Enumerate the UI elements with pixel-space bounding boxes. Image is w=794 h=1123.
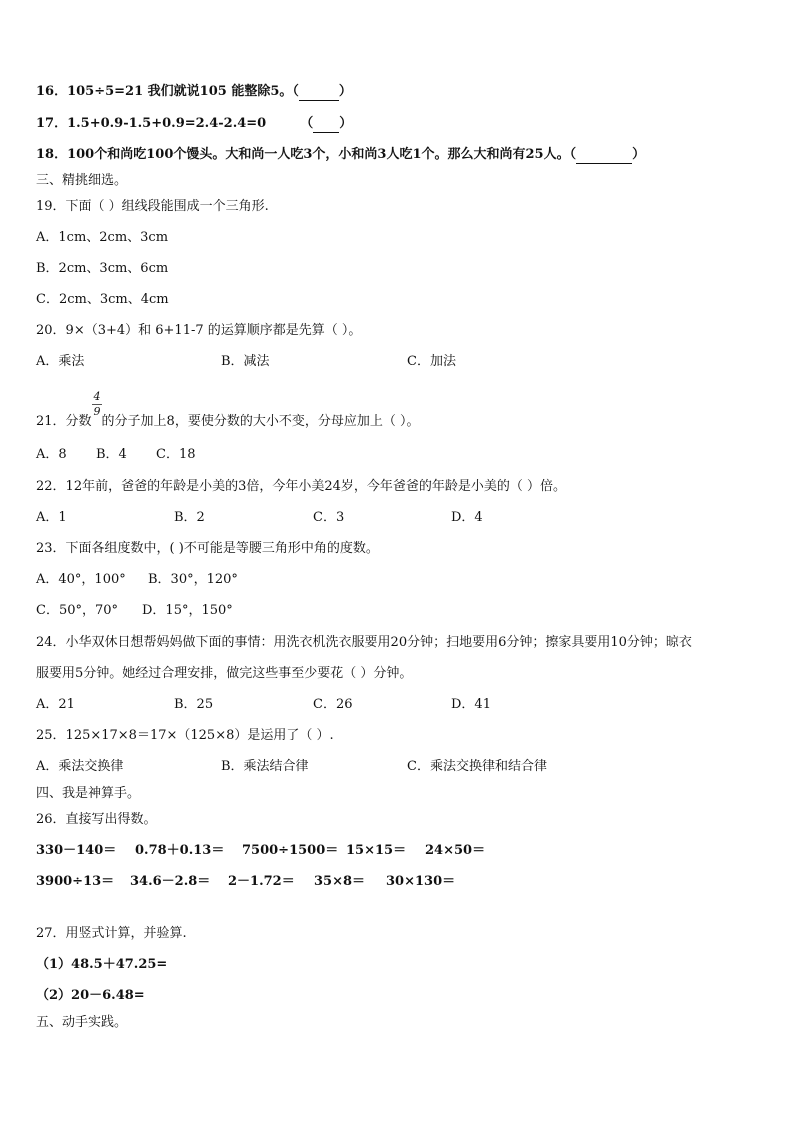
- calc-item: （2）20－6.48=: [36, 988, 145, 1003]
- option-b[interactable]: B．2: [174, 510, 205, 525]
- option-c[interactable]: C．3: [313, 510, 345, 525]
- option-c[interactable]: C．26: [313, 697, 353, 712]
- fraction-denominator: 9: [93, 405, 101, 418]
- question-20-stem: 20．9×（3+4）和 6+11-7 的运算顺序都是先算（ ）。: [36, 323, 362, 338]
- section-heading-4: 四、我是神算手。: [36, 786, 141, 801]
- question-27-stem: 27．用竖式计算，并验算.: [36, 926, 187, 941]
- option-b[interactable]: B．乘法结合律: [221, 759, 309, 774]
- calc-item: 15×15＝: [346, 843, 407, 858]
- calc-item: 24×50＝: [425, 843, 486, 858]
- question-17: 17．1.5+0.9-1.5+0.9=2.4-2.4=0 （ ）: [36, 116, 353, 131]
- answer-blank[interactable]: [313, 116, 339, 133]
- calc-item: 330－140＝: [36, 843, 117, 858]
- section-heading-3: 三、精挑细选。: [36, 173, 128, 188]
- question-24-stem-line2: 服要用5分钟。她经过合理安排，做完这些事至少要花（ ）分钟。: [36, 666, 413, 681]
- option-b[interactable]: B．25: [174, 697, 214, 712]
- question-16: 16．105÷5=21 我们就说105 能整除5。（ ）: [36, 84, 352, 99]
- option-c[interactable]: C．2cm、3cm、4cm: [36, 292, 169, 307]
- question-25-stem: 25．125×17×8＝17×（125×8）是运用了（ ）.: [36, 728, 334, 743]
- option-c[interactable]: C．18: [156, 447, 196, 462]
- option-b[interactable]: B．减法: [221, 354, 270, 369]
- calc-item: 0.78＋0.13＝: [135, 843, 225, 858]
- option-b[interactable]: B．30°，120°: [148, 572, 238, 587]
- question-number: 17．: [36, 116, 68, 131]
- option-c[interactable]: C．乘法交换律和结合律: [407, 759, 547, 774]
- option-a[interactable]: A．1: [36, 510, 67, 525]
- option-d[interactable]: D．41: [451, 697, 491, 712]
- question-text: 100个和尚吃100个馒头。大和尚一人吃3个，小和尚3人吃1个。那么大和尚有25人。（: [67, 147, 577, 162]
- answer-blank[interactable]: [576, 147, 632, 164]
- question-23-stem: 23．下面各组度数中，( )不可能是等腰三角形中角的度数。: [36, 541, 379, 556]
- question-21-stem: 21．分数 的分子加上8，要使分数的大小不变，分母应加上（ ）。: [36, 414, 420, 429]
- question-18: 18．100个和尚吃100个馒头。大和尚一人吃3个，小和尚3人吃1个。那么大和尚有25人。（ ）: [36, 147, 646, 162]
- calc-item: （1）48.5＋47.25=: [36, 957, 168, 972]
- calc-item: 7500÷1500＝: [242, 843, 339, 858]
- question-22-stem: 22．12年前，爸爸的年龄是小美的3倍，今年小美24岁，今年爸爸的年龄是小美的（ ）倍。: [36, 479, 567, 494]
- calc-item: 30×130＝: [386, 874, 456, 889]
- calc-item: 34.6－2.8＝: [130, 874, 211, 889]
- question-number: 18．: [36, 147, 68, 162]
- question-19-stem: 19．下面（ ）组线段能围成一个三角形.: [36, 199, 269, 214]
- option-a[interactable]: A．8: [36, 447, 67, 462]
- option-d[interactable]: D．15°，150°: [142, 603, 233, 618]
- question-text: 105÷5=21 我们就说105 能整除5。（: [67, 84, 299, 99]
- calc-item: 35×8＝: [314, 874, 366, 889]
- option-b[interactable]: B．2cm、3cm、6cm: [36, 261, 169, 276]
- option-a[interactable]: A．1cm、2cm、3cm: [36, 230, 169, 245]
- question-number: 16．: [36, 84, 68, 99]
- option-a[interactable]: A．21: [36, 697, 75, 712]
- option-b[interactable]: B．4: [96, 447, 127, 462]
- question-text: 1.5+0.9-1.5+0.9=2.4-2.4=0: [67, 116, 267, 131]
- option-a[interactable]: A．乘法交换律: [36, 759, 124, 774]
- calc-item: 2－1.72＝: [228, 874, 295, 889]
- calc-item: 3900÷13＝: [36, 874, 115, 889]
- option-d[interactable]: D．4: [451, 510, 483, 525]
- option-c[interactable]: C．50°，70°: [36, 603, 119, 618]
- option-c[interactable]: C．加法: [407, 354, 456, 369]
- section-heading-5: 五、动手实践。: [36, 1015, 128, 1030]
- question-24-stem-line1: 24．小华双休日想帮妈妈做下面的事情：用洗衣机洗衣服要用20分钟；扫地要用6分钟；擦家具要用10分钟；晾衣: [36, 635, 692, 650]
- option-a[interactable]: A．40°，100°: [36, 572, 126, 587]
- answer-blank[interactable]: [299, 84, 339, 101]
- question-26-stem: 26．直接写出得数。: [36, 812, 157, 827]
- option-a[interactable]: A．乘法: [36, 354, 85, 369]
- fraction-numerator: 4: [93, 390, 101, 403]
